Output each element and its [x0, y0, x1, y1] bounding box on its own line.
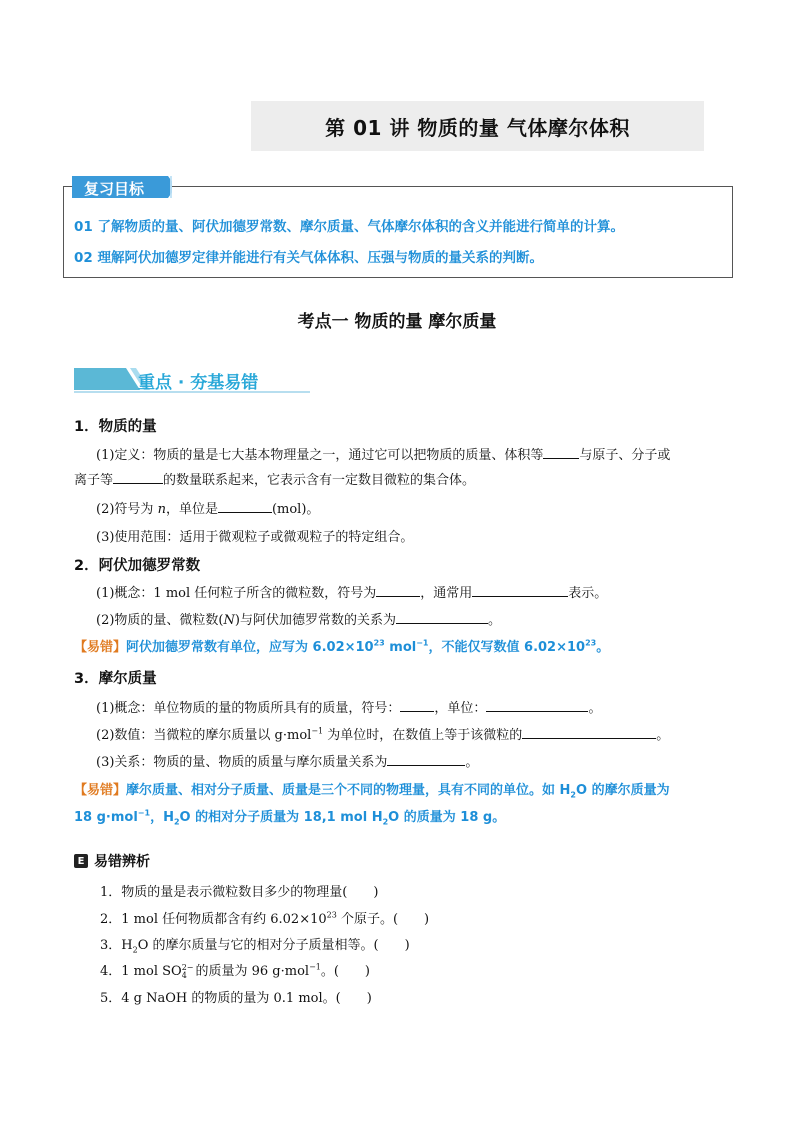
s3-error-note-line1: 【易错】摩尔质量、相对分子质量、质量是三个不同的物理量，具有不同的单位。如 $H_2O$ 的摩尔质量为	[74, 783, 670, 800]
analysis-heading: E 易错辨析	[74, 851, 150, 871]
goal-item-2: 02 理解阿伏加德罗定律并能进行有关气体体积、压强与物质的量关系的判断。	[74, 250, 543, 266]
s2-para-1: (1)概念：1 mol 任何粒子所含的微粒数，符号为 ，通常用 表示。	[96, 582, 607, 601]
error-icon: E	[74, 854, 88, 868]
analysis-item-4: 4．1 mol SO 2− 4 的质量为 96 g·mol$^{-1}$。( )	[100, 962, 371, 980]
s1-para-3: (3)使用范围：适用于微观粒子或微观粒子的特定组合。	[96, 530, 414, 545]
section-title: 考点一 物质的量 摩尔质量	[297, 312, 497, 332]
analysis-item-1: 1．物质的量是表示微粒数目多少的物理量( )	[100, 885, 379, 900]
s3-para-1: (1)概念：单位物质的量的物质所具有的质量，符号： ，单位： 。	[96, 697, 601, 716]
heading-1: 1．物质的量	[74, 419, 157, 435]
goal-item-1: 01 了解物质的量、阿伏加德罗常数、摩尔质量、气体摩尔体积的含义并能进行简单的计算。	[74, 219, 624, 235]
s1-para-1: (1)定义：物质的量是七大基本物理量之一，通过它可以把物质的质量、体积等 与原子、分子或	[96, 444, 670, 463]
banner-title: 重点 · 夯基易错	[138, 373, 259, 393]
s3-para-2: (2)数值：当微粒的摩尔质量以 g·mol$^{-1}$ 为单位时，在数值上等于该微粒的 。	[96, 726, 670, 743]
page-title: 第 01 讲 物质的量 气体摩尔体积	[251, 101, 704, 151]
s3-error-note-line2: 18 g·mol$^{-1}$，$H_2O$ 的相对分子质量为 18,1 mol $H_2O$ 的质量为 18 g。	[74, 808, 506, 827]
s2-error-note: 【易错】阿伏加德罗常数有单位，应写为 $6.02\times 10^{23}$ mol$^{-1}$，不能仅写数值 $6.02\times 10^{23}$。	[74, 638, 610, 655]
goals-tag: 复习目标	[84, 180, 145, 198]
heading-2: 2．阿伏加德罗常数	[74, 558, 201, 574]
s1-para-2: (2)符号为 n，单位是 (mol)。	[96, 498, 319, 517]
heading-3: 3．摩尔质量	[74, 671, 157, 687]
s2-para-2: (2)物质的量、微粒数(N)与阿伏加德罗常数的关系为 。	[96, 609, 501, 628]
s3-para-3: (3)关系：物质的量、物质的质量与摩尔质量关系为 。	[96, 751, 478, 770]
analysis-item-5: 5．4 g NaOH 的物质的量为 0.1 mol。( )	[100, 991, 372, 1006]
analysis-item-2: 2．1 mol 任何物质都含有约 $6.02\times 10^{23}$ 个原子。( )	[100, 910, 430, 927]
analysis-item-3: 3．$H_2O$ 的摩尔质量与它的相对分子质量相等。( )	[100, 938, 410, 955]
s1-para-1-cont: 离子等 的数量联系起来，它表示含有一定数目微粒的集合体。	[74, 469, 475, 488]
